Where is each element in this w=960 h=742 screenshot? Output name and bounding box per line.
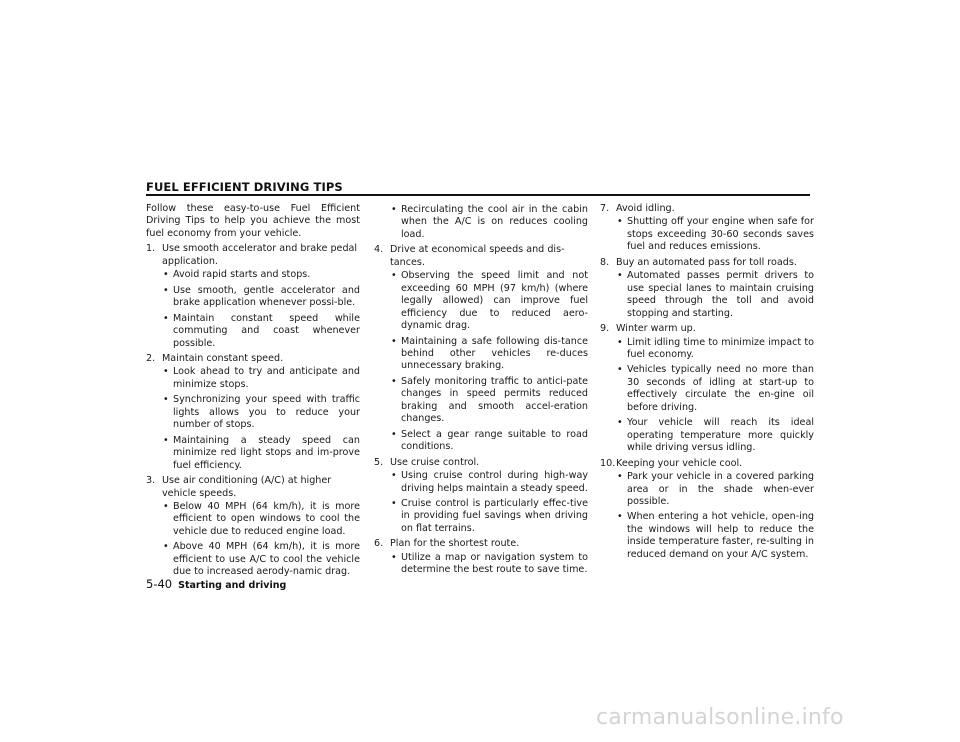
bullet-dot: • [391,428,397,440]
tip-step-title [374,457,588,469]
tip-step-text: Use smooth accelerator and brake pedal application. [162,243,358,267]
bullet-text: Above 40 MPH (64 km/h), it is more efficient to use A/C to cool the vehicle due to increased aerody-namic drag. [173,541,360,578]
tip-step-text: Use air conditioning (A/C) at higher vehicle speeds. [162,475,332,499]
tip-step-number: 9. [600,323,610,335]
tip-bullets [600,471,814,561]
bullet-item [146,269,360,281]
bullet-text: Park your vehicle in a covered parking area or in the shade when-ever possible. [627,471,814,507]
bullet-text: Maintain constant speed while commuting and coast whenever possible. [173,312,360,349]
tip-step-text: Winter warm up. [616,323,696,335]
bullet-dot: • [391,551,397,563]
continued-bullets [374,204,588,241]
bullet-dot: • [391,270,397,282]
bullet-dot: • [163,541,169,553]
bullet-item [600,216,814,253]
tip-step-number: 5. [374,456,384,468]
bullet-dot: • [617,270,623,282]
section-heading: FUEL EFFICIENT DRIVING TIPS [146,180,343,194]
tip-step-number: 3. [146,475,156,487]
tip-bullets [374,552,588,577]
bullet-dot: • [163,394,169,406]
bullet-item [600,270,814,320]
bullet-dot: • [617,511,623,523]
bullet-text: Cruise control is particularly effec-tive in providing fuel savings when driving on flat terrains. [401,497,588,534]
bullet-item [600,471,814,508]
tip-step-number: 2. [146,352,156,364]
tip-step-title [600,458,814,470]
tip-bullets [600,216,814,253]
tip-step-title [600,203,814,215]
tip-step-text: Plan for the shortest route. [390,538,520,550]
tip-bullets [600,270,814,320]
bullet-text: Maintaining a steady speed can minimize red light stops and im-prove fuel efficiency. [173,434,360,471]
bullet-dot: • [617,471,623,483]
tip-step [374,457,588,536]
bullet-item [374,498,588,535]
bullet-item [146,435,360,472]
bullet-item [374,470,588,495]
bullet-item [146,501,360,538]
bullet-text: Safely monitoring traffic to antici-pate changes in speed permits reduced braking and smooth accel-eration changes. [401,375,588,425]
bullet-item [374,336,588,373]
bullet-item [146,541,360,578]
tip-step-title [600,257,814,269]
bullet-item [374,376,588,426]
bullet-text: Below 40 MPH (64 km/h), it is more efficient to open windows to cool the vehicle due to reduced engine load. [173,500,360,537]
bullet-dot: • [163,269,169,281]
tip-bullets [146,269,360,350]
tip-step [374,538,588,576]
bullet-text: Observing the speed limit and not exceeding 60 MPH (97 km/h) (where legally allowed) can improve fuel efficiency due to reduced aero-dynamic drag. [401,270,588,332]
bullet-text: Maintaining a safe following dis-tance behind other vehicles re-duces unnecessary braking. [401,335,588,372]
bullet-item [600,511,814,561]
tip-step-title [374,538,588,550]
tip-step-number: 8. [600,256,610,268]
column-2 [374,203,588,580]
bullet-dot: • [391,204,397,215]
tip-step-text: Use cruise control. [390,456,480,468]
bullet-text: Select a gear range suitable to road conditions. [401,428,588,453]
bullet-text: Avoid rapid starts and stops. [173,269,311,281]
tip-step-text: Keeping your vehicle cool. [616,457,743,469]
bullet-dot: • [163,434,169,446]
bullet-item [374,204,588,241]
bullet-dot: • [391,335,397,347]
tip-step-number: 10. [600,457,616,469]
bullet-text: Use smooth, gentle accelerator and brake application whenever possi-ble. [173,284,360,309]
tip-step-title [374,244,588,269]
tip-step-text: Avoid idling. [616,203,675,214]
bullet-text: Your vehicle will reach its ideal operating temperature more quickly while driving versus idling. [627,417,814,454]
tip-step [146,475,360,579]
bullet-dot: • [163,366,169,378]
bullet-item [374,552,588,577]
tip-step-number: 6. [374,538,384,550]
tip-step [374,244,588,453]
tip-step-number: 4. [374,244,384,256]
bullet-dot: • [163,500,169,512]
bullet-text: Look ahead to try and anticipate and minimize stops. [173,366,360,390]
column-3 [600,203,814,564]
bullet-text: When entering a hot vehicle, open-ing the windows will help to reduce the inside temperature faster, re-sulting in reduced demand on your A/C system. [627,511,814,560]
tip-step [600,203,814,254]
tip-step-text: Buy an automated pass for toll roads. [616,256,797,268]
column-1 [146,203,360,582]
tip-step [600,257,814,320]
bullet-dot: • [391,375,397,387]
tip-step-title [600,323,814,335]
page-footer [146,577,286,591]
tip-bullets [600,337,814,455]
bullet-dot: • [163,284,169,296]
bullet-text: Limit idling time to minimize impact to fuel economy. [627,336,814,360]
bullet-text: Utilize a map or navigation system to determine the best route to save time. [401,551,588,576]
tip-step-text: Maintain constant speed. [162,352,284,364]
bullet-text: Synchronizing your speed with traffic lights allows you to reduce your number of stops. [173,394,360,431]
tip-step [600,458,814,562]
tip-step-title [146,475,360,500]
tip-bullets [146,366,360,472]
bullet-dot: • [617,417,623,429]
bullet-item [600,417,814,454]
tip-bullets [374,270,588,453]
bullet-item [146,285,360,310]
bullet-text: Automated passes permit drivers to use special lanes to maintain cruising speed through the toll and avoid stopping and starting. [627,270,814,319]
tip-step-title [146,243,360,268]
bullet-text: Vehicles typically need no more than 30 seconds of idling at start-up to effectively circulate the en-gine oil before driving. [627,364,814,413]
bullet-dot: • [617,336,623,348]
heading-rule [146,194,810,196]
tip-bullets [146,501,360,579]
tip-list [600,203,814,561]
bullet-item [600,337,814,362]
bullet-text: Recirculating the cool air in the cabin when the A/C is on reduces cooling load. [401,204,588,240]
bullet-text: Using cruise control during high-way driving helps maintain a steady speed. [401,470,588,494]
bullet-item [374,429,588,454]
bullet-item [146,394,360,431]
watermark-text: carmanualsonline.info [596,705,844,730]
tip-step-title [146,353,360,365]
tip-list [374,244,588,576]
tip-list [146,243,360,578]
bullet-dot: • [617,364,623,376]
page-number: 5-40 [146,577,173,591]
tip-step-number: 7. [600,203,610,214]
intro-paragraph: Follow these easy-to-use Fuel Efficient Driving Tips to help you achieve the most fuel economy from your vehicle. [146,203,360,239]
bullet-item [146,313,360,350]
bullet-item [600,364,814,414]
tip-bullets [374,470,588,535]
bullet-dot: • [391,470,397,482]
bullet-item [374,270,588,332]
bullet-item [146,366,360,391]
bullet-dot: • [391,497,397,509]
bullet-dot: • [163,312,169,324]
section-name: Starting and driving [178,580,287,591]
tip-step [146,243,360,350]
bullet-dot: • [617,216,623,228]
tip-step [600,323,814,455]
tip-step-number: 1. [146,243,156,255]
tip-step [146,353,360,472]
tip-step-text: Drive at economical speeds and dis-tances. [390,244,565,268]
bullet-text: Shutting off your engine when safe for stops exceeding 30-60 seconds saves fuel and reduces emissions. [627,216,814,253]
